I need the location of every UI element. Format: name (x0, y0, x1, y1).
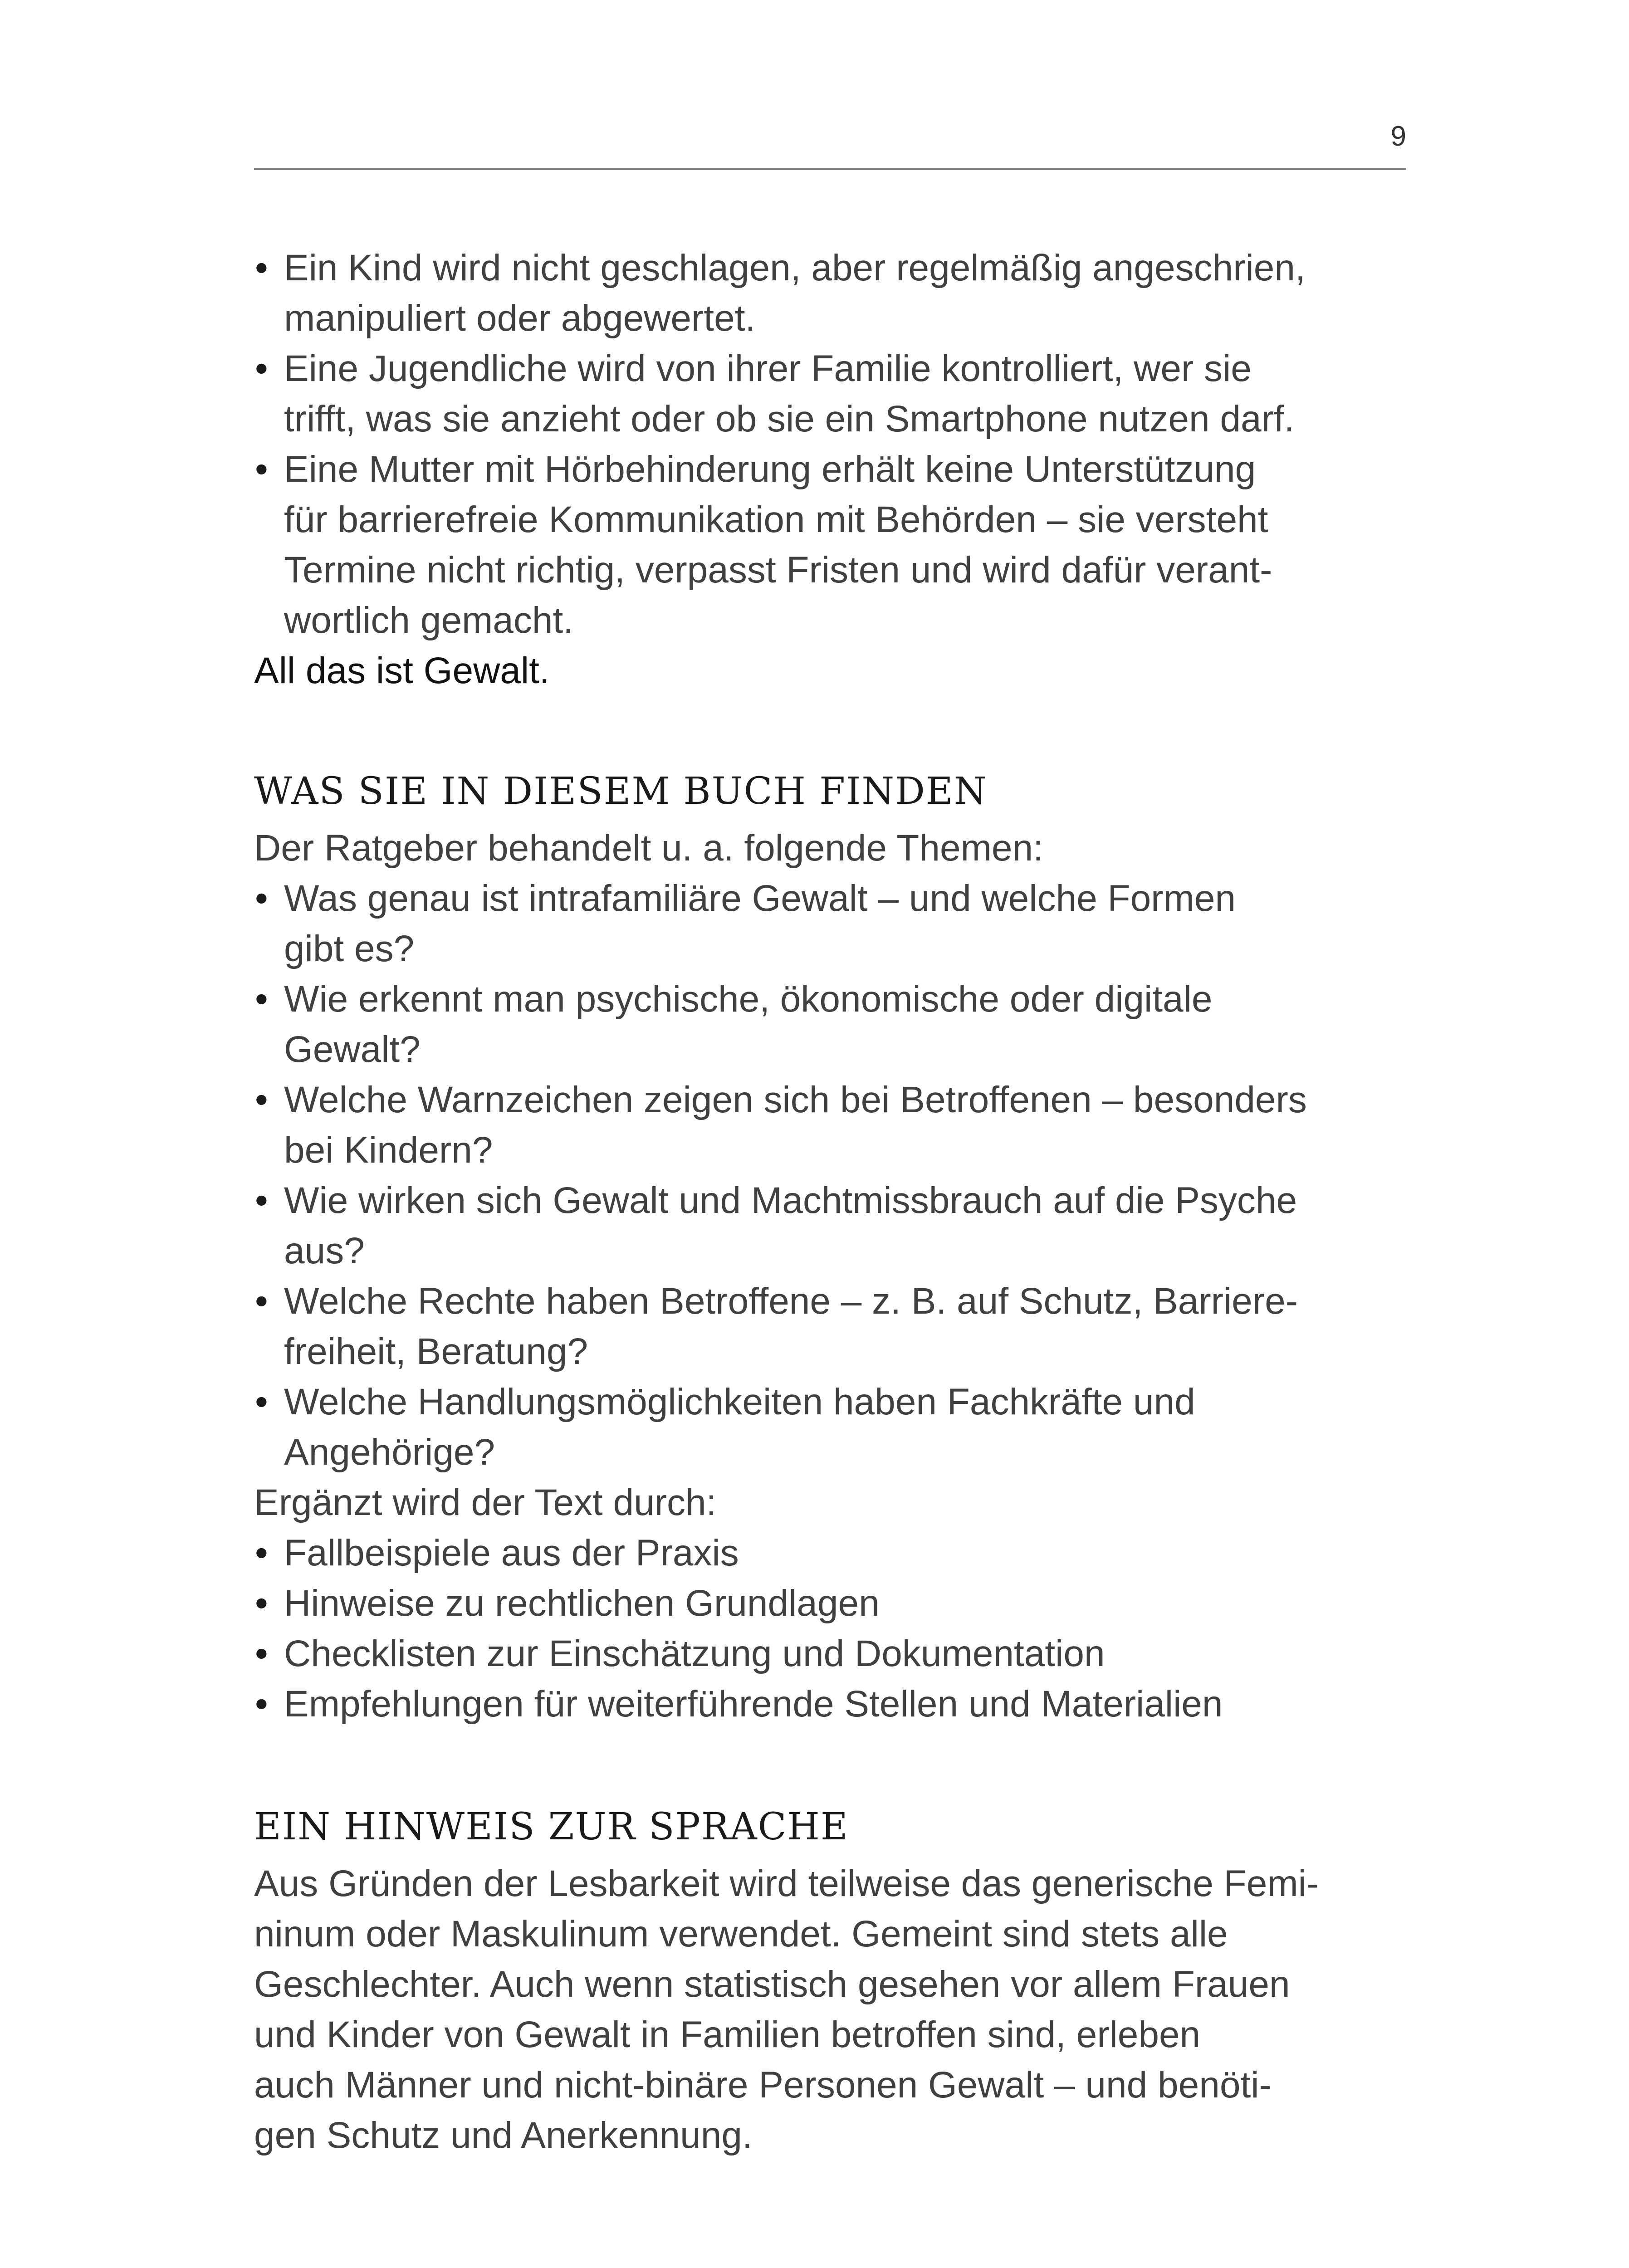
list-item (254, 1528, 1415, 1578)
bullet-dot-icon: • (255, 348, 268, 389)
list-item (254, 1578, 1415, 1628)
bullet-dot-icon: • (255, 1079, 268, 1120)
list-item-text: aus? (284, 1230, 365, 1271)
topics-intro: Der Ratgeber behandelt u. a. folgende Themen: (254, 827, 1043, 869)
list-item (254, 1175, 1415, 1276)
bullet-dot-icon: • (255, 878, 268, 919)
supplements-list (254, 1528, 1415, 1729)
list-item-text: bei Kindern? (284, 1129, 493, 1171)
paragraph-line: gen Schutz und Anerkennung. (254, 2115, 753, 2156)
list-item-text: Wie wirken sich Gewalt und Machtmissbrauch auf die Psyche (284, 1180, 1297, 1221)
list-item (254, 1276, 1415, 1377)
supplements-intro: Ergänzt wird der Text durch: (254, 1482, 717, 1523)
bullet-dot-icon: • (255, 247, 268, 288)
list-item (254, 1679, 1415, 1729)
list-item-text: Checklisten zur Einschätzung und Dokumentation (284, 1633, 1105, 1674)
paragraph-line: und Kinder von Gewalt in Familien betroffen sind, erleben (254, 2014, 1201, 2055)
list-item-text: Angehörige? (284, 1432, 495, 1473)
paragraph-line: Aus Gründen der Lesbarkeit wird teilweise das generische Femi- (254, 1863, 1319, 1904)
paragraph-line: auch Männer und nicht-binäre Personen Gewalt – und benöti- (254, 2064, 1272, 2106)
list-item-text: Eine Jugendliche wird von ihrer Familie kontrolliert, wer sie (284, 348, 1252, 389)
list-item (254, 1628, 1415, 1679)
bullet-dot-icon: • (255, 1281, 268, 1322)
list-item-text: Eine Mutter mit Hörbehinderung erhält keine Unterstützung (284, 449, 1256, 490)
list-item-text: Gewalt? (284, 1029, 421, 1070)
list-item (254, 444, 1415, 645)
list-item (254, 343, 1415, 444)
list-item-text: wortlich gemacht. (284, 600, 574, 641)
bullet-dot-icon: • (255, 978, 268, 1020)
section-heading-book-contents: WAS SIE IN DIESEM BUCH FINDEN (254, 770, 988, 813)
list-item-text: Welche Handlungsmöglichkeiten haben Fachkräfte und (284, 1381, 1195, 1422)
list-item (254, 873, 1415, 974)
list-item-text: manipuliert oder abgewertet. (284, 298, 756, 339)
list-item (254, 243, 1415, 343)
bullet-dot-icon: • (255, 1180, 268, 1221)
list-item-text: freiheit, Beratung? (284, 1331, 588, 1372)
list-item-text: für barrierefreie Kommunikation mit Behörden – sie versteht (284, 499, 1268, 540)
list-item-text: gibt es? (284, 928, 415, 969)
bullet-dot-icon: • (255, 1381, 268, 1422)
list-item-text: Welche Warnzeichen zeigen sich bei Betroffenen – besonders (284, 1079, 1307, 1120)
list-item-text: Ein Kind wird nicht geschlagen, aber regelmäßig angeschrien, (284, 247, 1306, 288)
language-note-paragraph (254, 1858, 1415, 2160)
list-item-text: Wie erkennt man psychische, ökonomische oder digitale (284, 978, 1213, 1020)
page-content (254, 243, 1415, 2160)
header-rule (254, 168, 1406, 170)
section-heading-language-note: EIN HINWEIS ZUR SPRACHE (254, 1805, 849, 1848)
list-item-text: Fallbeispiele aus der Praxis (284, 1532, 739, 1574)
intro-conclusion: All das ist Gewalt. (254, 650, 550, 691)
list-item-text: Welche Rechte haben Betroffene – z. B. auf Schutz, Barriere- (284, 1281, 1298, 1322)
bullet-dot-icon: • (255, 1683, 268, 1725)
list-item-text: Termine nicht richtig, verpasst Fristen und wird dafür verant- (284, 549, 1272, 591)
bullet-dot-icon: • (255, 1633, 268, 1674)
list-item-text: Hinweise zu rechtlichen Grundlagen (284, 1583, 880, 1624)
paragraph-line: ninum oder Maskulinum verwendet. Gemeint sind stets alle (254, 1913, 1228, 1955)
bullet-dot-icon: • (255, 1532, 268, 1574)
topics-list (254, 873, 1415, 1477)
list-item-text: Empfehlungen für weiterführende Stellen und Materialien (284, 1683, 1223, 1725)
bullet-dot-icon: • (255, 449, 268, 490)
paragraph-line: Geschlechter. Auch wenn statistisch gesehen vor allem Frauen (254, 1964, 1290, 2005)
bullet-dot-icon: • (255, 1583, 268, 1624)
page-number: 9 (1390, 121, 1406, 152)
list-item-text: trifft, was sie anzieht oder ob sie ein Smartphone nutzen darf. (284, 398, 1295, 440)
list-item (254, 974, 1415, 1075)
list-item-text: Was genau ist intrafamiliäre Gewalt – und welche Formen (284, 878, 1236, 919)
list-item (254, 1377, 1415, 1477)
intro-example-list (254, 243, 1415, 645)
list-item (254, 1075, 1415, 1175)
